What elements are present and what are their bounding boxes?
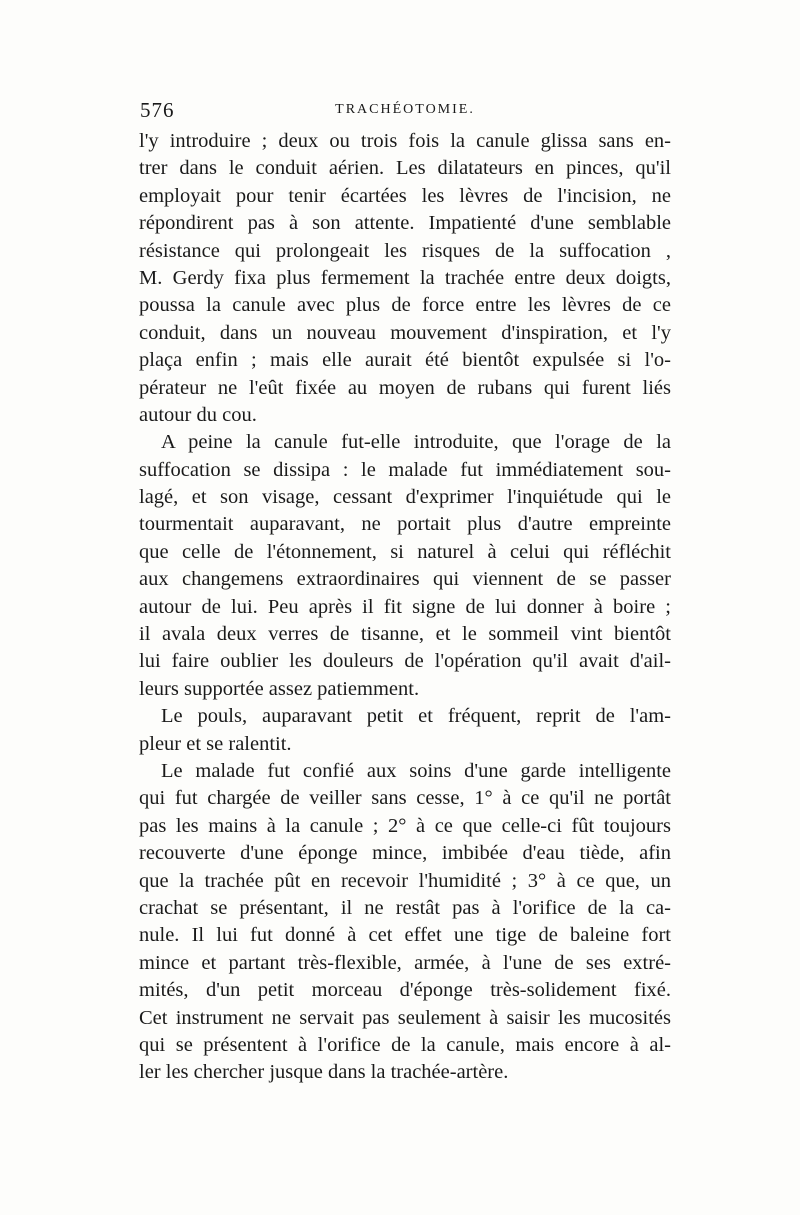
text-line: trer dans le conduit aérien. Les dilatateurs en pinces, qu'il: [139, 157, 671, 180]
text-line: leurs supportée assez patiemment.: [139, 677, 420, 700]
text-line: pleur et se ralentit.: [139, 732, 292, 755]
text-line: lagé, et son visage, cessant d'exprimer l'inquiétude qui le: [139, 486, 671, 509]
running-title: TRACHÉOTOMIE.: [335, 102, 475, 117]
text-line: conduit, dans un nouveau mouvement d'inspiration, et l'y: [139, 321, 671, 344]
text-line: que celle de l'étonnement, si naturel à celui qui réfléchit: [139, 540, 671, 563]
text-line: crachat se présentant, il ne restât pas à l'orifice de la ca-: [139, 896, 671, 919]
text-line: recouverte d'une éponge mince, imbibée d'eau tiède, afin: [139, 842, 671, 865]
text-line: l'y introduire ; deux ou trois fois la canule glissa sans en-: [139, 130, 671, 152]
page-number: 576: [140, 98, 175, 122]
text-line: lui faire oublier les douleurs de l'opération qu'il avait d'ail-: [139, 650, 671, 673]
body-text: [139, 128, 671, 1087]
text-line: plaça enfin ; mais elle aurait été bientôt expulsée si l'o-: [139, 349, 671, 372]
text-line: aux changemens extraordinaires qui viennent de se passer: [139, 568, 671, 591]
text-line: poussa la canule avec plus de force entre les lèvres de ce: [139, 294, 671, 317]
text-line: qui fut chargée de veiller sans cesse, 1° à ce qu'il ne portât: [139, 787, 671, 810]
text-line: que la trachée pût en recevoir l'humidité ; 3° à ce que, un: [139, 869, 671, 892]
text-line: M. Gerdy fixa plus fermement la trachée entre deux doigts,: [139, 266, 671, 289]
text-line: il avala deux verres de tisanne, et le sommeil vint bientôt: [139, 623, 671, 646]
paragraph-first-line: Le malade fut confié aux soins d'une garde intelligente: [161, 759, 671, 782]
text-line: tourmentait auparavant, ne portait plus d'autre empreinte: [139, 513, 671, 536]
text-line: qui se présentent à l'orifice de la canule, mais encore à al-: [139, 1033, 671, 1056]
text-line: répondirent pas à son attente. Impatienté d'une semblable: [139, 212, 671, 235]
page-header: [140, 98, 670, 120]
text-line: suffocation se dissipa : le malade fut immédiatement sou-: [139, 458, 671, 481]
text-line: pérateur ne l'eût fixée au moyen de rubans qui furent liés: [139, 376, 671, 399]
text-line: ler les chercher jusque dans la trachée-artère.: [139, 1061, 509, 1084]
text-line: mités, d'un petit morceau d'éponge très-solidement fixé.: [139, 979, 671, 1002]
text-line: nule. Il lui fut donné à cet effet une tige de baleine fort: [139, 924, 671, 947]
text-line: Cet instrument ne servait pas seulement à saisir les mucosités: [139, 1006, 671, 1029]
paragraph-first-line: Le pouls, auparavant petit et fréquent, reprit de l'am-: [161, 705, 671, 728]
text-line: pas les mains à la canule ; 2° à ce que celle-ci fût toujours: [139, 814, 671, 837]
text-line: employait pour tenir écartées les lèvres de l'incision, ne: [139, 184, 671, 207]
text-line: autour du cou.: [139, 403, 257, 426]
text-line: mince et partant très-flexible, armée, à l'une de ses extré-: [139, 951, 671, 974]
paragraph-first-line: A peine la canule fut-elle introduite, que l'orage de la: [161, 431, 671, 454]
text-line: autour de lui. Peu après il fit signe de lui donner à boire ;: [139, 595, 671, 618]
text-line: résistance qui prolongeait les risques de la suffocation ,: [139, 239, 671, 262]
